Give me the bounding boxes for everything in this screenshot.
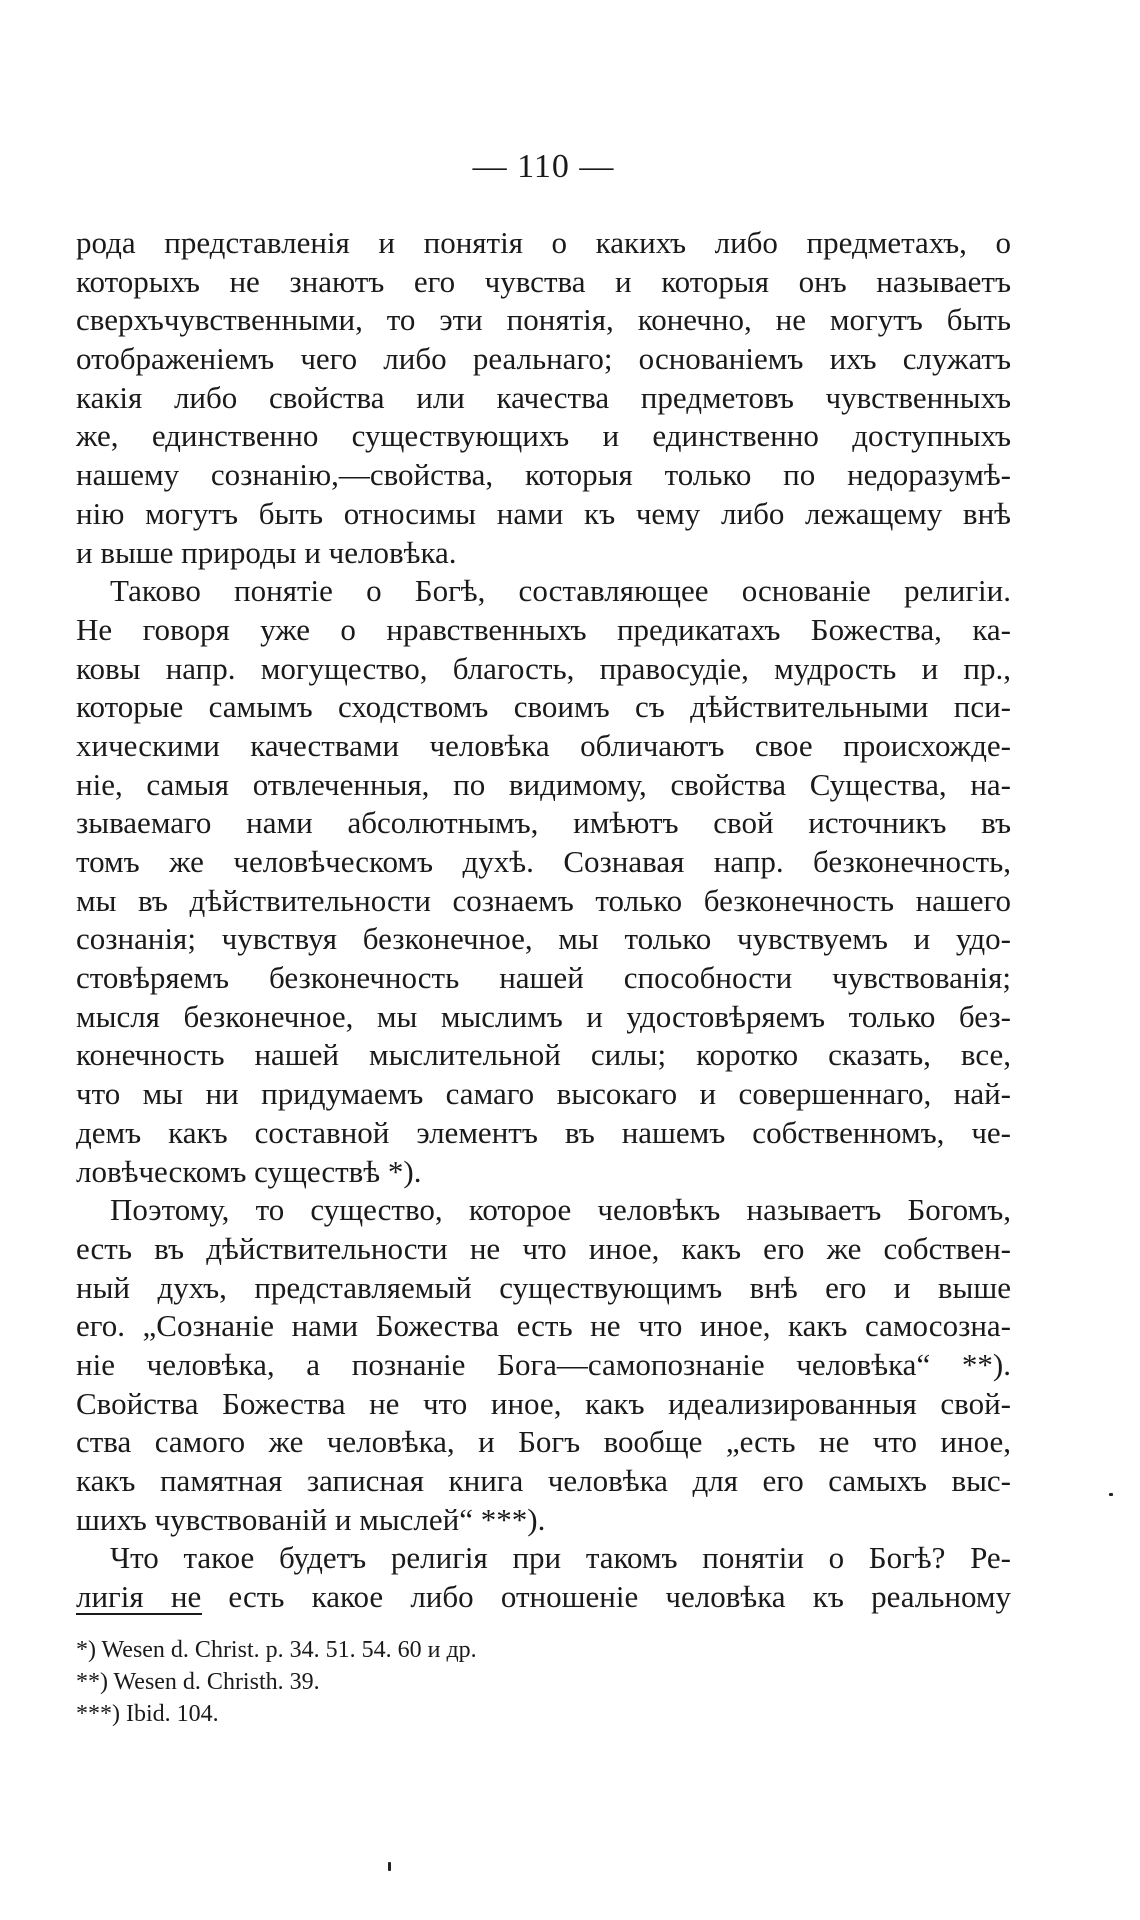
text-line: Свойства Божества не что иное, какъ идеализированныя свой-: [76, 1385, 1011, 1421]
text-line: ный духъ, представляемый существующимъ внѣ его и выше: [76, 1269, 1011, 1305]
text-line: лигія не есть какое либо отношеніе человѣка къ реальному: [76, 1579, 1011, 1615]
text-line: есть въ дѣйствительности не что иное, какъ его же собствен-: [76, 1230, 1011, 1266]
text-line: мысля безконечное, мы мыслимъ и удостовѣряемъ только без-: [76, 998, 1011, 1034]
body-text: [76, 224, 1011, 1617]
text-line: шихъ чувствованій и мыслей“ ***).: [76, 1501, 546, 1537]
text-line: отображеніемъ чего либо реальнаго; основаніемъ ихъ служатъ: [76, 341, 1011, 377]
text-line: какія либо свойства или качества предметовъ чувственныхъ: [76, 379, 1011, 415]
text-line: Не говоря уже о нравственныхъ предикатахъ Божества, ка-: [76, 611, 1011, 647]
text-line: мы въ дѣйствительности сознаемъ только безконечность нашего: [76, 882, 1011, 918]
print-speck: [1109, 1493, 1113, 1496]
text-line: ніе человѣка, а познаніе Бога—самопознаніе человѣка“ **).: [76, 1346, 1011, 1382]
text-line: и выше природы и человѣка.: [76, 534, 457, 570]
text-line: же, единственно существующихъ и единственно доступныхъ: [76, 418, 1011, 454]
text-line: которые самымъ сходствомъ своимъ съ дѣйствительными пси-: [76, 689, 1011, 725]
text-line: зываемаго нами абсолютнымъ, имѣютъ свой источникъ въ: [76, 805, 1011, 841]
text-line: демъ какъ составной элементъ въ нашемъ собственномъ, че-: [76, 1114, 1011, 1150]
footnote: ***) Ibid. 104.: [76, 1701, 219, 1727]
paragraph: [76, 1191, 1011, 1539]
print-speck: [388, 1862, 391, 1871]
footnote-divider: [76, 1613, 202, 1615]
text-line: томъ же человѣческомъ духѣ. Сознавая напр. безконечность,: [76, 844, 1011, 879]
text-line: сознанія; чувствуя безконечное, мы только чувствуемъ и удо-: [76, 921, 1011, 957]
text-line: Поэтому, то существо, которое человѣкъ называетъ Богомъ,: [110, 1192, 1011, 1228]
text-line: ловѣческомъ существѣ *).: [76, 1153, 422, 1189]
text-line: хическими качествами человѣка обличаютъ свое происхожде-: [76, 727, 1011, 763]
paragraph: [76, 224, 1011, 572]
text-line: ства самого же человѣка, и Богъ вообще „есть не что иное,: [76, 1424, 1011, 1460]
text-line: что мы ни придумаемъ самаго высокаго и совершеннаго, най-: [76, 1076, 1011, 1112]
text-line: рода представленія и понятія о какихъ либо предметахъ, о: [76, 225, 1011, 260]
text-line: Таково понятіе о Богѣ, составляющее основаніе религіи.: [110, 573, 1011, 609]
text-line: ковы напр. могущество, благость, правосудіе, мудрость и пр.,: [76, 650, 1011, 686]
book-page: [76, 0, 1011, 1920]
text-line: стовѣряемъ безконечность нашей способности чувствованія;: [76, 960, 1011, 996]
text-line: его. „Сознаніе нами Божества есть не что иное, какъ самосозна-: [76, 1308, 1011, 1344]
text-line: какъ памятная записная книга человѣка для его самыхъ выс-: [76, 1463, 1011, 1498]
footnotes: [76, 1634, 1011, 1730]
paragraph: [76, 572, 1011, 1191]
text-line: нію могутъ быть относимы нами къ чему либо лежащему внѣ: [76, 495, 1011, 531]
text-line: Что такое будетъ религія при такомъ понятіи о Богѣ? Ре-: [110, 1540, 1011, 1576]
text-line: ніе, самыя отвлеченныя, по видимому, свойства Существа, на-: [76, 766, 1011, 802]
text-line: сверхъчувственными, то эти понятія, конечно, не могутъ быть: [76, 302, 1011, 338]
text-line: нашему сознанію,—свойства, которыя только по недоразумѣ-: [76, 457, 1011, 493]
footnote: *) Wesen d. Christ. p. 34. 51. 54. 60 и др.: [76, 1637, 477, 1663]
footnote: **) Wesen d. Christh. 39.: [76, 1669, 320, 1695]
text-line: конечность нашей мыслительной силы; коротко сказать, все,: [76, 1037, 1011, 1073]
page-number: — 110 —: [472, 148, 615, 185]
paragraph: [76, 1539, 1011, 1616]
text-line: которыхъ не знаютъ его чувства и которыя онъ называетъ: [76, 263, 1011, 299]
